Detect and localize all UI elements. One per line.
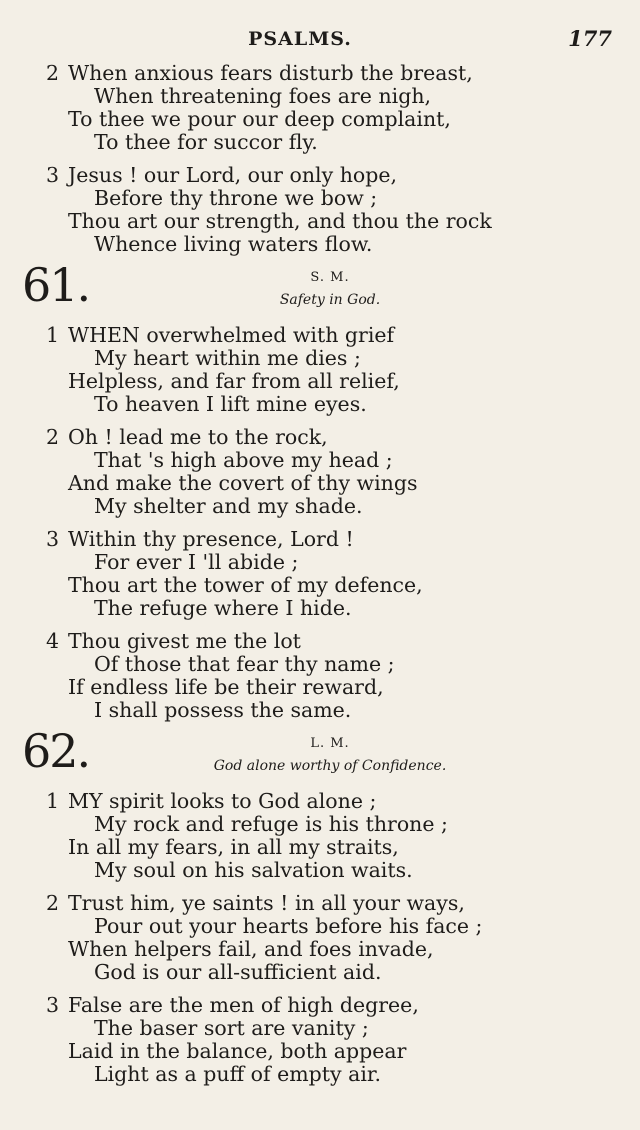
page-header bbox=[0, 28, 640, 56]
hymn-meter: S. M. bbox=[310, 270, 350, 285]
page-number: 177 bbox=[568, 26, 612, 51]
hymn-subtitle: God alone worthy of Confidence. bbox=[213, 758, 447, 774]
verse-text: And make the covert of thy wings bbox=[68, 471, 418, 495]
hymn-subtitle: Safety in God. bbox=[279, 292, 381, 308]
verse-line bbox=[0, 653, 640, 676]
verse-line bbox=[0, 961, 640, 984]
verse-text: Before thy throne we bow ; bbox=[94, 186, 378, 210]
verse-line bbox=[0, 1017, 640, 1040]
verse-line bbox=[0, 62, 640, 85]
verse-line bbox=[0, 393, 640, 416]
running-title: PSALMS. bbox=[248, 28, 352, 50]
stanza bbox=[0, 62, 640, 154]
verse-line bbox=[0, 813, 640, 836]
verse-text: MY spirit looks to God alone ; bbox=[68, 789, 377, 813]
hymn-number: 61. bbox=[22, 258, 90, 312]
verse-text: To thee for succor fly. bbox=[94, 130, 318, 154]
hymn-heading bbox=[0, 724, 640, 786]
stanza-number: 2 bbox=[46, 425, 60, 449]
stanza bbox=[0, 630, 640, 722]
verse-line bbox=[0, 597, 640, 620]
verse-text: To thee we pour our deep complaint, bbox=[68, 107, 451, 131]
hymn-heading bbox=[0, 258, 640, 320]
verse-line bbox=[0, 164, 640, 187]
verse-line bbox=[0, 472, 640, 495]
verse-line bbox=[0, 790, 640, 813]
verse-text: Oh ! lead me to the rock, bbox=[68, 425, 328, 449]
verse-line bbox=[0, 892, 640, 915]
verse-text: WHEN overwhelmed with grief bbox=[68, 323, 395, 347]
stanza-number: 1 bbox=[46, 323, 60, 347]
verse-text: My heart within me dies ; bbox=[94, 346, 361, 370]
verse-text: When helpers fail, and foes invade, bbox=[68, 937, 434, 961]
verse-line bbox=[0, 994, 640, 1017]
stanza-number: 3 bbox=[46, 163, 60, 187]
verse-text: Within thy presence, Lord ! bbox=[68, 527, 354, 551]
verse-text: Jesus ! our Lord, our only hope, bbox=[68, 163, 398, 187]
verse-line bbox=[0, 370, 640, 393]
hymn-number: 62. bbox=[22, 724, 90, 778]
verse-text: False are the men of high degree, bbox=[68, 993, 419, 1017]
stanza bbox=[0, 528, 640, 620]
verse-line bbox=[0, 676, 640, 699]
verse-line bbox=[0, 347, 640, 370]
verse-text: To heaven I lift mine eyes. bbox=[94, 392, 367, 416]
stanza bbox=[0, 994, 640, 1086]
verse-text: Thou art our strength, and thou the rock bbox=[68, 209, 492, 233]
verse-line bbox=[0, 915, 640, 938]
verse-line bbox=[0, 426, 640, 449]
verse-text: Light as a puff of empty air. bbox=[94, 1062, 381, 1086]
stanza-number: 3 bbox=[46, 527, 60, 551]
stanza bbox=[0, 324, 640, 416]
verse-line bbox=[0, 233, 640, 256]
verse-line bbox=[0, 131, 640, 154]
verse-line bbox=[0, 495, 640, 518]
verse-line bbox=[0, 85, 640, 108]
verse-line bbox=[0, 449, 640, 472]
stanza-number: 3 bbox=[46, 993, 60, 1017]
verse-text: In all my fears, in all my straits, bbox=[68, 835, 399, 859]
verse-line bbox=[0, 630, 640, 653]
verse-line bbox=[0, 574, 640, 597]
verse-line bbox=[0, 859, 640, 882]
verse-line bbox=[0, 187, 640, 210]
verse-line bbox=[0, 699, 640, 722]
verse-text: The baser sort are vanity ; bbox=[94, 1016, 369, 1040]
verse-line bbox=[0, 551, 640, 574]
stanza-number: 4 bbox=[46, 629, 60, 653]
verse-text: Of those that fear thy name ; bbox=[94, 652, 395, 676]
verse-text: My shelter and my shade. bbox=[94, 494, 363, 518]
verse-text: My rock and refuge is his throne ; bbox=[94, 812, 448, 836]
verse-text: Trust him, ye saints ! in all your ways, bbox=[68, 891, 465, 915]
verse-line bbox=[0, 210, 640, 233]
stanza bbox=[0, 426, 640, 518]
verse-line bbox=[0, 1063, 640, 1086]
verse-text: For ever I 'll abide ; bbox=[94, 550, 299, 574]
verse-text: Thou givest me the lot bbox=[68, 629, 301, 653]
page-content bbox=[0, 62, 640, 1096]
stanza-number: 2 bbox=[46, 891, 60, 915]
verse-text: When threatening foes are nigh, bbox=[94, 84, 432, 108]
verse-text: If endless life be their reward, bbox=[68, 675, 384, 699]
verse-line bbox=[0, 938, 640, 961]
stanza bbox=[0, 892, 640, 984]
stanza bbox=[0, 164, 640, 256]
stanza bbox=[0, 790, 640, 882]
verse-line bbox=[0, 1040, 640, 1063]
verse-text: Whence living waters flow. bbox=[94, 232, 373, 256]
verse-text: Helpless, and far from all relief, bbox=[68, 369, 400, 393]
verse-text: That 's high above my head ; bbox=[94, 448, 393, 472]
verse-text: My soul on his salvation waits. bbox=[94, 858, 413, 882]
verse-text: Laid in the balance, both appear bbox=[68, 1039, 407, 1063]
verse-text: When anxious fears disturb the breast, bbox=[68, 61, 473, 85]
verse-line bbox=[0, 836, 640, 859]
stanza-number: 2 bbox=[46, 61, 60, 85]
hymn-meter: L. M. bbox=[310, 736, 350, 751]
verse-line bbox=[0, 528, 640, 551]
verse-text: God is our all-sufficient aid. bbox=[94, 960, 382, 984]
verse-line bbox=[0, 108, 640, 131]
verse-text: Thou art the tower of my defence, bbox=[68, 573, 423, 597]
stanza-number: 1 bbox=[46, 789, 60, 813]
verse-text: The refuge where I hide. bbox=[94, 596, 352, 620]
verse-line bbox=[0, 324, 640, 347]
verse-text: Pour out your hearts before his face ; bbox=[94, 914, 483, 938]
verse-text: I shall possess the same. bbox=[94, 698, 352, 722]
